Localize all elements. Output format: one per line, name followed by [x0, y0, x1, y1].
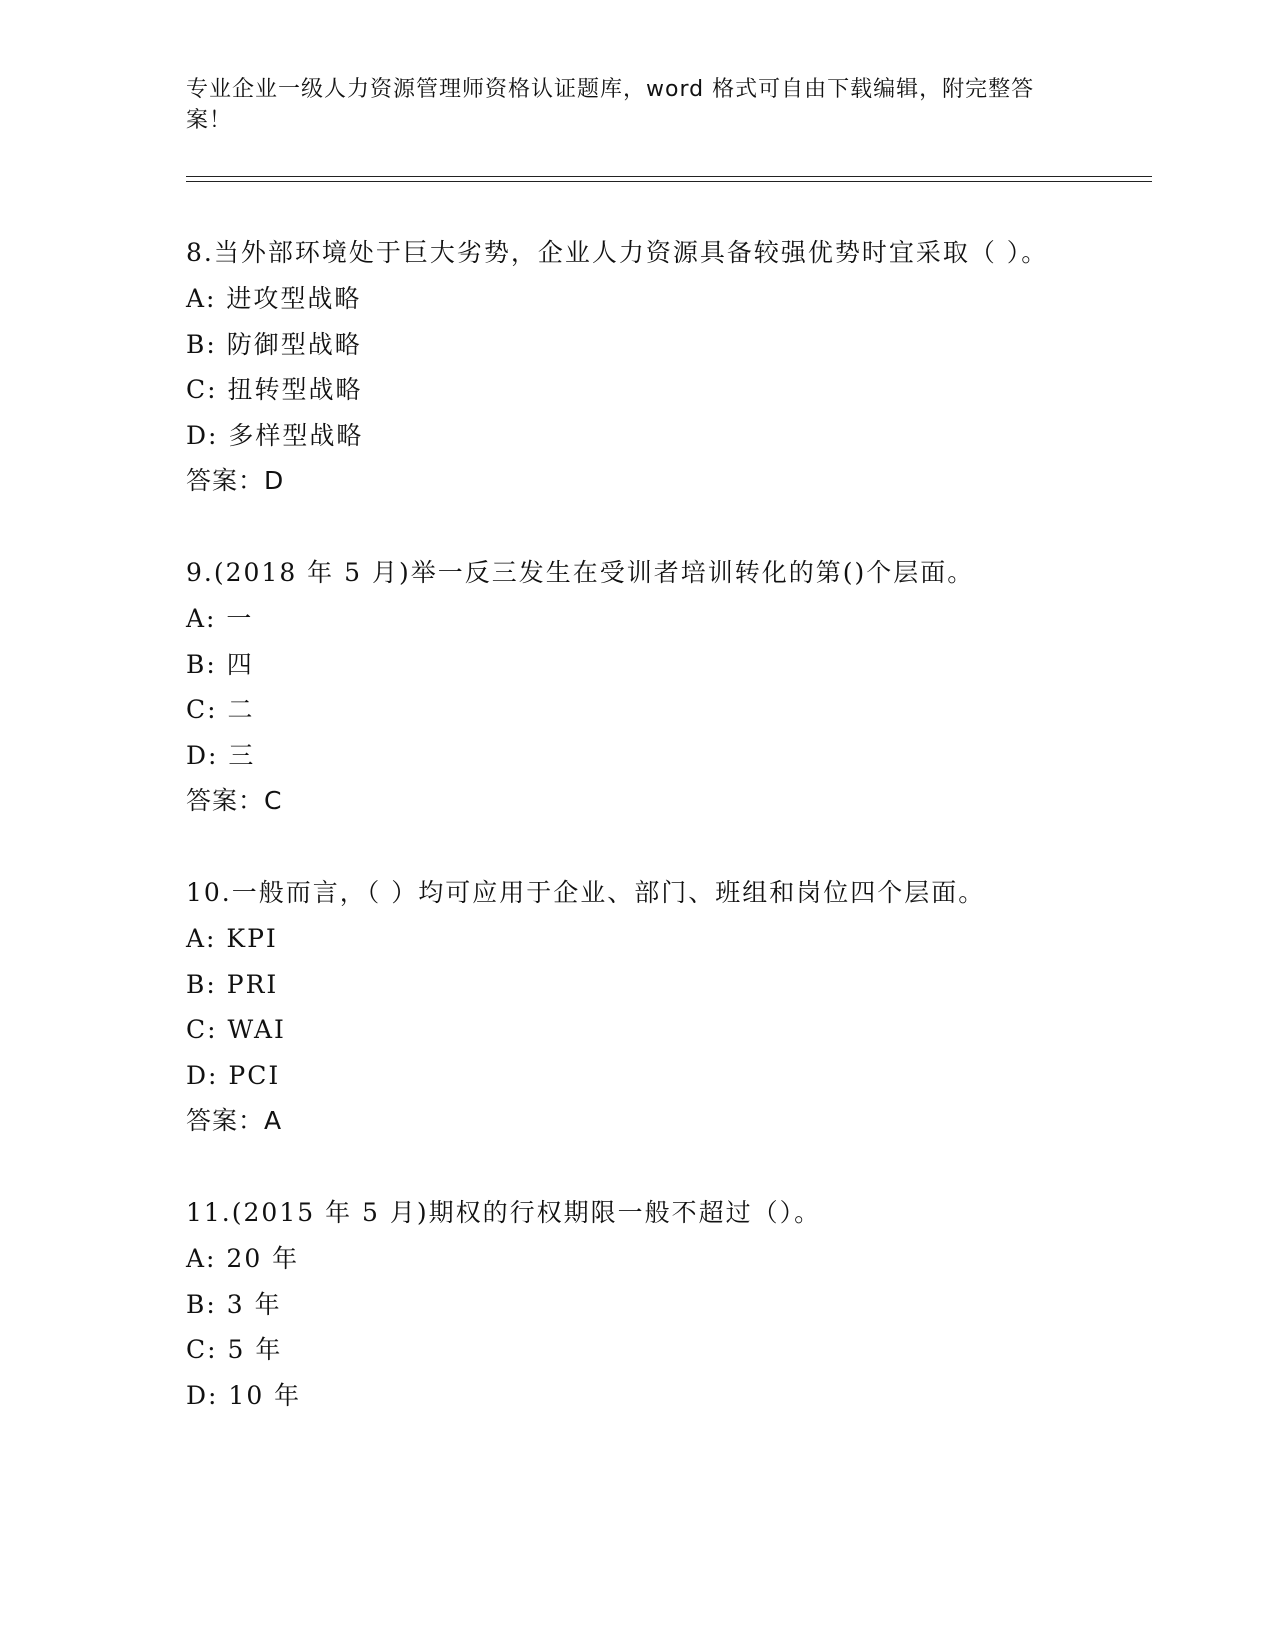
option-a: A: 20 年: [186, 1244, 300, 1273]
option-a: A: KPI: [186, 924, 278, 953]
question-text: 8.当外部环境处于巨大劣势，企业人力资源具备较强优势时宜采取（ ）。: [186, 238, 1049, 267]
question-8: [186, 230, 1066, 504]
option-d: D: 10 年: [186, 1380, 302, 1410]
option-b: B: 防御型战略: [186, 329, 362, 359]
option-b: B: 四: [186, 649, 254, 679]
document-header: 专业企业一级人力资源管理师资格认证题库，word 格式可自由下载编辑，附完整答案！: [186, 77, 1035, 133]
header-rule-top: [186, 176, 1152, 177]
option-c: C: 二: [186, 695, 255, 724]
option-d: D: 三: [186, 740, 256, 770]
option-b: B: PRI: [186, 969, 279, 999]
answer-line: 答案：C: [186, 786, 283, 815]
option-c: C: 扭转型战略: [186, 375, 363, 404]
question-text: 9.(2018 年 5 月)举一反三发生在受训者培训转化的第()个层面。: [186, 558, 975, 587]
question-9: [186, 550, 1066, 824]
option-d: D: PCI: [186, 1060, 281, 1090]
header-rule-bottom: [186, 181, 1152, 182]
option-a: A: 进攻型战略: [186, 284, 362, 313]
option-a: A: 一: [186, 604, 254, 633]
question-text: 11.(2015 年 5 月)期权的行权期限一般不超过（）。: [186, 1198, 822, 1227]
option-c: C: 5 年: [186, 1335, 283, 1364]
question-10: [186, 870, 1066, 1144]
question-11: [186, 1190, 1066, 1418]
answer-line: 答案：D: [186, 466, 285, 495]
answer-line: 答案：A: [186, 1106, 283, 1135]
question-list: [186, 230, 1066, 1464]
option-b: B: 3 年: [186, 1289, 282, 1319]
option-c: C: WAI: [186, 1015, 286, 1044]
option-d: D: 多样型战略: [186, 420, 364, 450]
question-text: 10.一般而言，（ ）均可应用于企业、部门、班组和岗位四个层面。: [186, 878, 986, 907]
